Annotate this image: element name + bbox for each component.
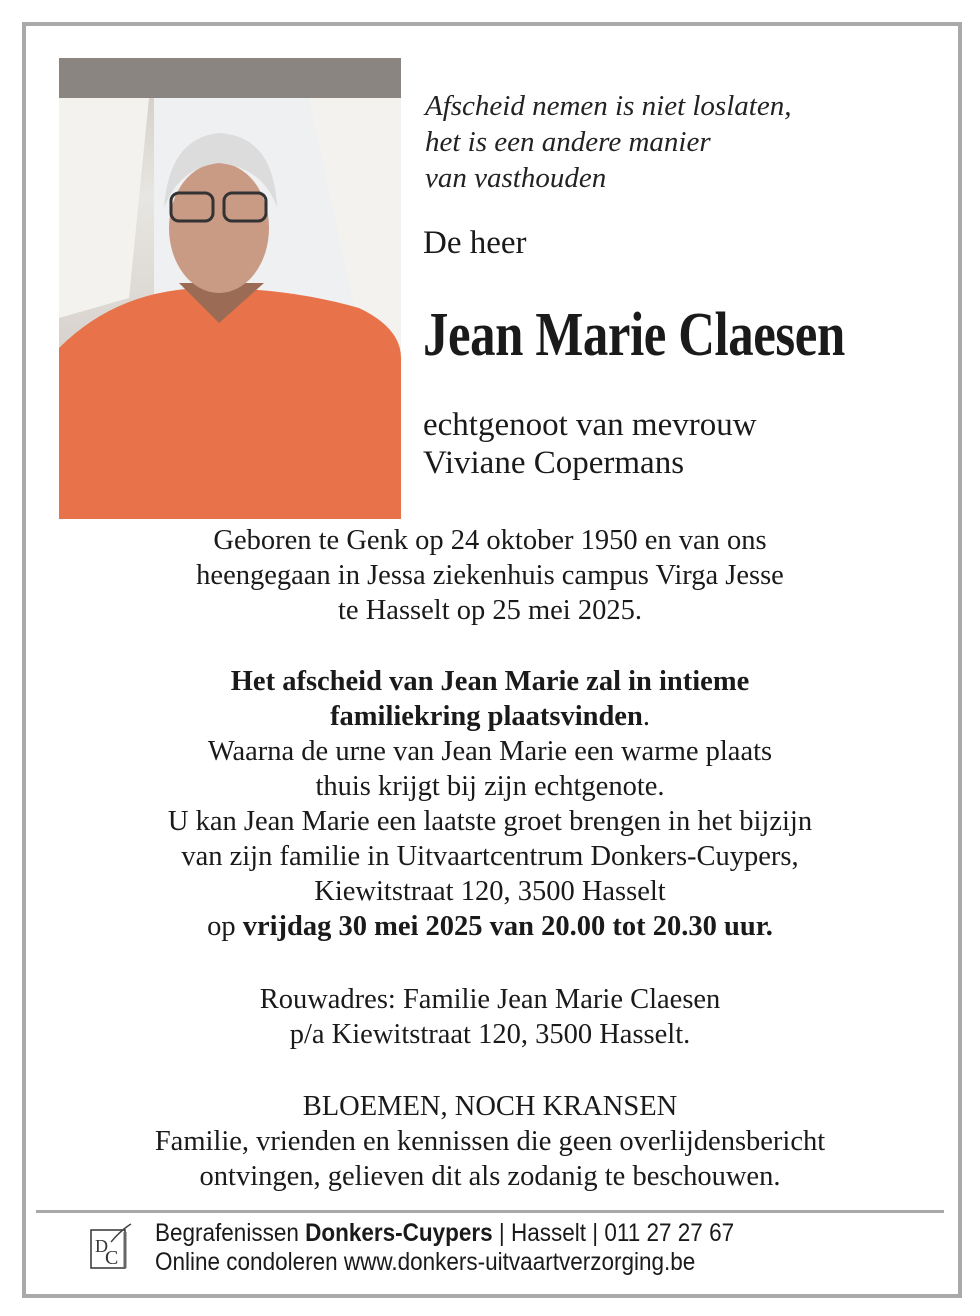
poem-line: Afscheid nemen is niet loslaten, [425, 90, 792, 122]
divider [36, 1210, 944, 1213]
text-line: Rouwadres: Familie Jean Marie Claesen [259, 984, 721, 1015]
text-line: U kan Jean Marie een laatste groet brengen in het bijzijn [167, 806, 813, 837]
flowers-heading: BLOEMEN, NOCH KRANSEN [302, 1091, 678, 1122]
poem-line: van vasthouden [425, 162, 607, 194]
text-line: Familie, vrienden en kennissen die geen overlijdensbericht [154, 1126, 826, 1157]
text-line: te Hasselt op 25 mei 2025. [338, 595, 642, 626]
farewell-info [40, 664, 940, 944]
spouse-line: Viviane Copermans [423, 445, 685, 481]
text-line: ontvingen, gelieven dit als zodanig te beschouwen. [199, 1161, 781, 1192]
text-line: Geboren te Genk op 24 oktober 1950 en van ons [213, 525, 767, 556]
birth-death-info [40, 523, 940, 628]
footer-contact: | Hasselt | 011 27 27 67 [492, 1219, 735, 1247]
punctuation: . [642, 701, 650, 732]
svg-text:C: C [105, 1247, 119, 1269]
spouse [423, 406, 757, 482]
funeral-home-logo [89, 1222, 133, 1270]
footer-text: Begrafenissen [155, 1219, 306, 1247]
text-line: van zijn familie in Uitvaartcentrum Donkers-Cuypers, [181, 841, 799, 872]
poem-line: het is een andere manier [425, 126, 711, 158]
svg-text:D: D [95, 1236, 108, 1256]
deceased-name: Jean Marie Claesen [423, 301, 845, 369]
visitation-datetime: vrijdag 30 mei 2025 van 20.00 tot 20.30 uur. [242, 911, 773, 942]
text-line: Het afscheid van Jean Marie zal in intieme [230, 666, 750, 697]
flowers-notice [40, 1089, 940, 1194]
text-line: Kiewitstraat 120, 3500 Hasselt [314, 876, 666, 907]
text-line: op [207, 911, 243, 942]
spouse-line: echtgenoot van mevrouw [423, 407, 757, 443]
text-line: heengegaan in Jessa ziekenhuis campus Virga Jesse [196, 560, 784, 591]
mourning-address [40, 982, 940, 1052]
company-name: Donkers-Cuypers [305, 1219, 493, 1247]
footer [155, 1219, 734, 1277]
poem [425, 88, 791, 196]
honorific: De heer [423, 225, 527, 261]
condolence-website[interactable]: Online condoleren www.donkers-uitvaartverzorging.be [155, 1248, 696, 1276]
text-line: thuis krijgt bij zijn echtgenote. [315, 771, 665, 802]
text-line: p/a Kiewitstraat 120, 3500 Hasselt. [289, 1019, 691, 1050]
portrait-photo [59, 58, 401, 519]
text-line: Waarna de urne van Jean Marie een warme plaats [207, 736, 773, 767]
text-line: familiekring plaatsvinden [330, 701, 643, 732]
